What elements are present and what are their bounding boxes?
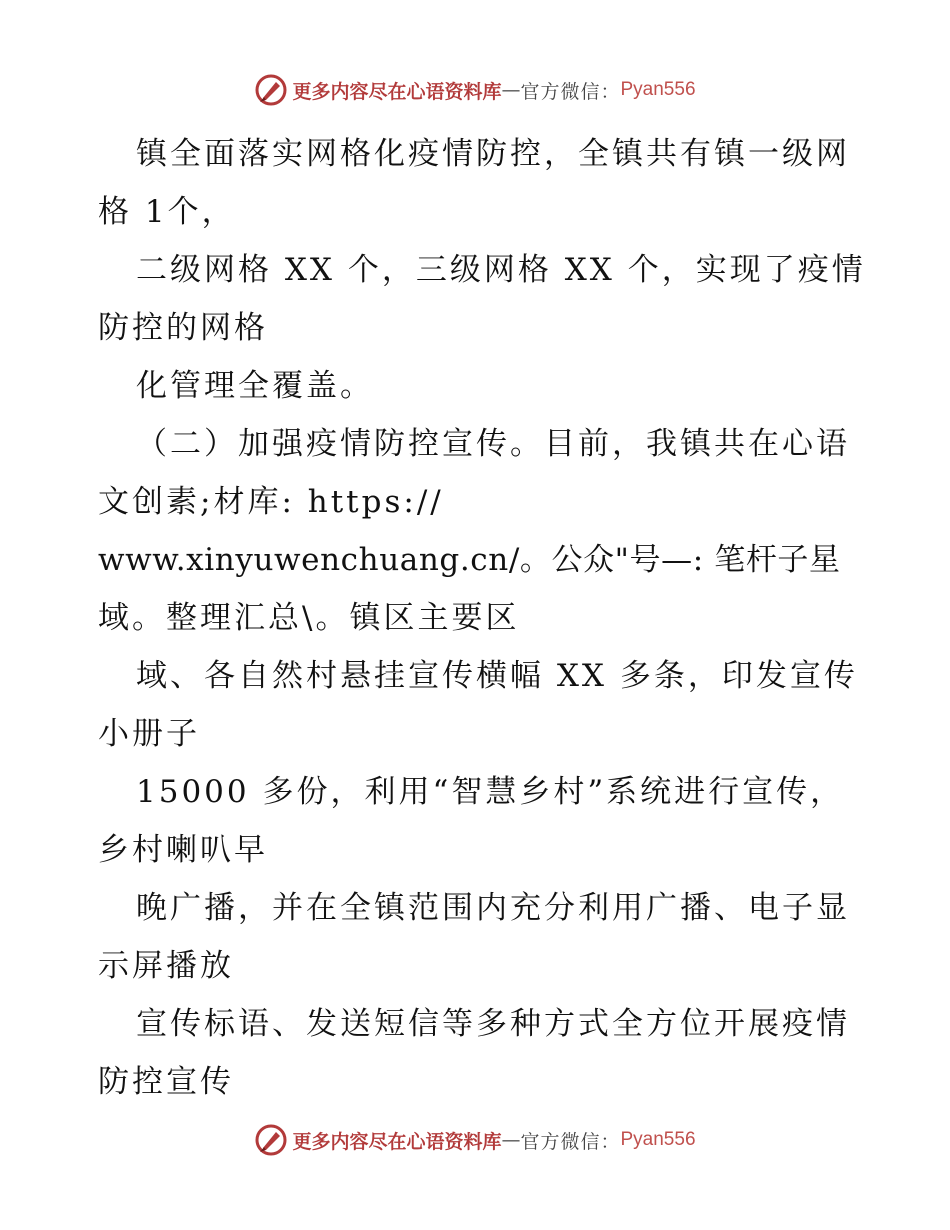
document-body: [98, 125, 866, 1111]
text-line: 镇全面落实网格化疫情防控，全镇共有镇一级网: [136, 136, 850, 172]
banner-separator: —: [501, 79, 521, 101]
banner-sub-text: 官方微信：: [520, 1130, 621, 1153]
banner-separator: —: [501, 1129, 521, 1151]
text-line: 晚广播，并在全镇范围内充分利用广播、电子显: [136, 890, 850, 926]
banner-main-text: 更多内容尽在心语资料库: [292, 1130, 502, 1153]
text-line: （二）加强疫情防控宣传。目前，我镇共在心语: [136, 426, 850, 462]
text-line: 域、各自然村悬挂宣传横幅 XX 多条，印发宣传: [136, 658, 858, 694]
text-line: 宣传标语、发送短信等多种方式全方位开展疫情: [136, 1006, 850, 1042]
header-banner: [0, 70, 950, 110]
text-line: www.xinyuwenchuang.cn/。公众"号—: 笔杆子星: [98, 542, 841, 578]
banner-main-text: 更多内容尽在心语资料库: [292, 80, 502, 103]
text-line: 15000 多份，利用“智慧乡村”系统进行宣传，: [136, 774, 845, 810]
text-line: 小册子: [98, 716, 200, 752]
text-line: 化管理全覆盖。: [136, 368, 374, 404]
text-line: 文创素;材库: https://: [98, 484, 444, 520]
banner-wechat-id: Pyan556: [620, 1129, 696, 1150]
text-line: 二级网格 XX 个，三级网格 XX 个，实现了疫情: [136, 252, 866, 288]
text-line: 格 1个，: [98, 194, 236, 230]
text-line: 防控的网格: [98, 310, 268, 346]
pen-nib-logo-icon: [254, 73, 288, 107]
banner-sub-text: 官方微信：: [520, 80, 621, 103]
footer-banner: [0, 1120, 950, 1160]
text-line: 乡村喇叭早: [98, 832, 268, 868]
text-line: 域。整理汇总\。镇区主要区: [98, 600, 520, 636]
text-line: 防控宣传: [98, 1064, 234, 1100]
pen-nib-logo-icon: [254, 1123, 288, 1157]
text-line: 示屏播放: [98, 948, 234, 984]
banner-wechat-id: Pyan556: [620, 79, 696, 100]
